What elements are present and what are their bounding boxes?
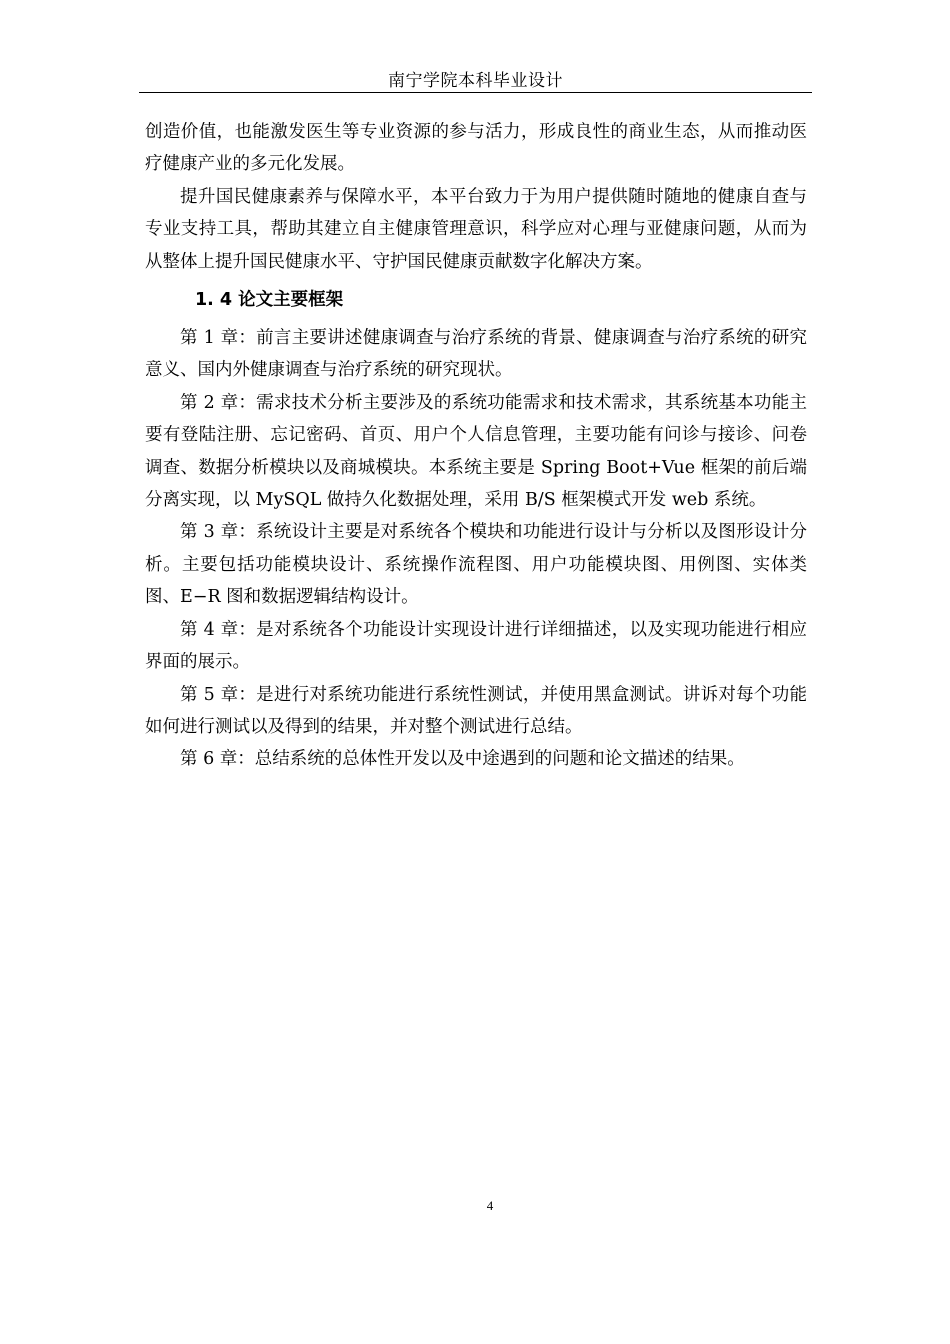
section-heading: 1. 4 论文主要框架 [195, 290, 344, 311]
chapter-4-summary: 第 4 章：是对系统各个功能设计实现设计进行详细描述，以及实现功能进行相应界面的展示。 [145, 619, 807, 673]
chapter-6-summary: 第 6 章：总结系统的总体性开发以及中途遇到的问题和论文描述的结果。 [180, 749, 745, 770]
paragraph-health-literacy: 提升国民健康素养与保障水平，本平台致力于为用户提供随时随地的健康自查与专业支持工具，帮助其建立自主健康管理意识，科学应对心理与亚健康问题，从而为从整体上提升国民健康水平、守护国民健康贡献数字化解决方案。 [145, 186, 807, 272]
chapter-3-summary: 第 3 章：系统设计主要是对系统各个模块和功能进行设计与分析以及图形设计分析。主要包括功能模块设计、系统操作流程图、用户功能模块图、用例图、实体类图、E−R 图和数据逻辑结构设计。 [145, 522, 807, 608]
chapter-5-summary: 第 5 章：是进行对系统功能进行系统性测试，并使用黑盒测试。讲诉对每个功能如何进行测试以及得到的结果，并对整个测试进行总结。 [145, 684, 807, 737]
page-header: 南宁学院本科毕业设计 [139, 70, 812, 93]
chapter-1-summary: 第 1 章：前言主要讲述健康调查与治疗系统的背景、健康调查与治疗系统的研究意义、国内外健康调查与治疗系统的研究现状。 [145, 328, 807, 381]
page-number: 4 [486, 1198, 494, 1213]
paragraph-continuation: 创造价值，也能激发医生等专业资源的参与活力，形成良性的商业生态，从而推动医疗健康产业的多元化发展。 [145, 122, 807, 175]
document-body [145, 116, 807, 776]
chapter-2-summary: 第 2 章：需求技术分析主要涉及的系统功能需求和技术需求，其系统基本功能主要有登陆注册、忘记密码、首页、用户个人信息管理，主要功能有问诊与接诊、问卷调查、数据分析模块以及商城模块。本系统主要是 Spring Boot+Vue 框架的前后端分离实现，以 MySQL 做持久化数据处理，采用 B/S 框架模式开发 web 系统。 [145, 392, 807, 511]
